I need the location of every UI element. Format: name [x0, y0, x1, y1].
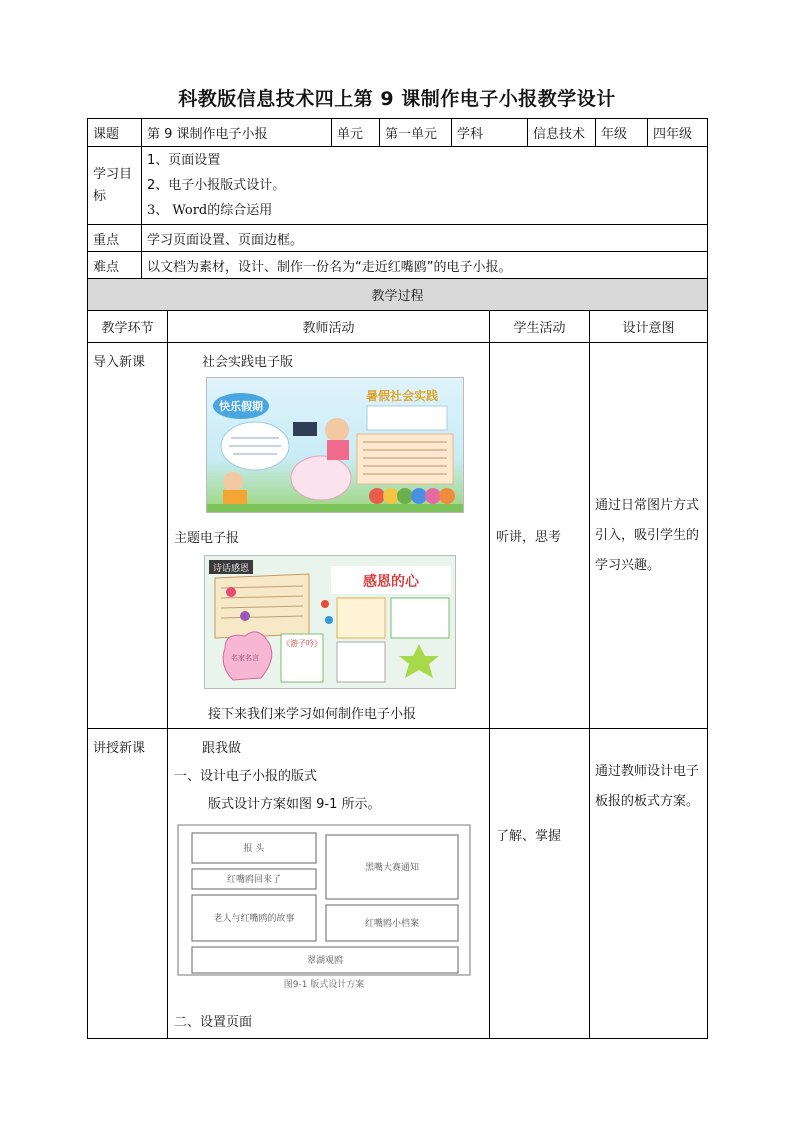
poster1-heading: 暑假社会实践 — [365, 389, 439, 403]
goal-item: 1、页面设置 — [147, 153, 221, 168]
grade-label: 年级 — [596, 119, 648, 147]
teacher-line: 接下来我们来学习如何制作电子小报 — [208, 707, 417, 722]
poster2-heading: 感恩的心 — [363, 574, 419, 590]
teacher-line: 一、设计电子小报的版式 — [174, 769, 318, 784]
layout-box-profile: 红嘴鸥小档案 — [364, 919, 420, 929]
col-stage: 教学环节 — [88, 311, 168, 343]
process-header: 教学过程 — [88, 279, 708, 311]
subject-label: 学科 — [452, 119, 528, 147]
teacher-line: 版式设计方案如图 9-1 所示。 — [208, 797, 381, 812]
teacher-line: 主题电子报 — [174, 531, 240, 546]
teacher-line: 跟我做 — [202, 741, 242, 756]
focus-value: 学习页面设置、页面边框。 — [142, 225, 708, 252]
document-title: 科教版信息技术四上第 9 课制作电子小报教学设计 — [178, 88, 616, 110]
goals-label: 学习目标 — [88, 147, 142, 225]
difficulty-label: 难点 — [88, 252, 142, 279]
goal-item: 3、 Word的综合运用 — [147, 203, 273, 218]
poster-social-practice-art — [207, 378, 463, 512]
teaching-process-table — [87, 278, 708, 1039]
stage-intro: 导入新课 — [88, 343, 168, 729]
layout-box-masthead: 报 头 — [243, 844, 265, 854]
layout-box-return: 红嘴鸥回来了 — [226, 875, 282, 885]
layout-box-contest: 黑嘴大赛通知 — [364, 863, 420, 873]
topic-value: 第 9 课制作电子小报 — [142, 119, 332, 147]
layout-box-story: 老人与红嘴鸥的故事 — [213, 914, 295, 924]
teacher-activity-new-lesson — [168, 729, 490, 1039]
layout-figure — [176, 823, 472, 989]
student-activity-intro: 听讲，思考 — [490, 343, 590, 729]
layout-figure-art — [176, 823, 472, 989]
grade-value: 四年级 — [648, 119, 708, 147]
teacher-line: 社会实践电子版 — [202, 355, 294, 370]
poster-theme-art — [205, 556, 455, 688]
stage-new-lesson: 讲授新课 — [88, 729, 168, 1039]
poster2-box: 《游子吟》 — [282, 639, 322, 648]
goals-list — [142, 147, 708, 225]
layout-figure-caption: 图9-1 版式设计方案 — [283, 980, 365, 989]
unit-value: 第一单元 — [380, 119, 452, 147]
design-intent-new-lesson: 通过教师设计电子板报的板式方案。 — [590, 729, 708, 1039]
layout-box-watching: 翠湖观鸥 — [306, 956, 344, 966]
teacher-activity-intro — [168, 343, 490, 729]
poster1-banner: 快乐假期 — [219, 400, 263, 413]
goal-item: 2、电子小报版式设计。 — [147, 178, 286, 193]
design-intent-intro: 通过日常图片方式引入，吸引学生的学习兴趣。 — [590, 343, 708, 729]
poster2-caption: 名家名言 — [231, 654, 259, 662]
subject-value: 信息技术 — [528, 119, 596, 147]
lesson-info-table — [87, 118, 708, 279]
topic-label: 课题 — [88, 119, 142, 147]
poster-social-practice — [206, 377, 464, 513]
focus-label: 重点 — [88, 225, 142, 252]
col-intent: 设计意图 — [590, 311, 708, 343]
student-activity-new-lesson: 了解、掌握 — [490, 729, 590, 1039]
poster2-banner: 诗话感恩 — [212, 564, 250, 574]
col-teacher: 教师活动 — [168, 311, 490, 343]
unit-label: 单元 — [332, 119, 380, 147]
col-student: 学生活动 — [490, 311, 590, 343]
difficulty-value: 以文档为素材，设计、制作一份名为“走近红嘴鸥”的电子小报。 — [142, 252, 708, 279]
teacher-line: 二、设置页面 — [174, 1015, 253, 1030]
poster-theme — [204, 555, 456, 689]
